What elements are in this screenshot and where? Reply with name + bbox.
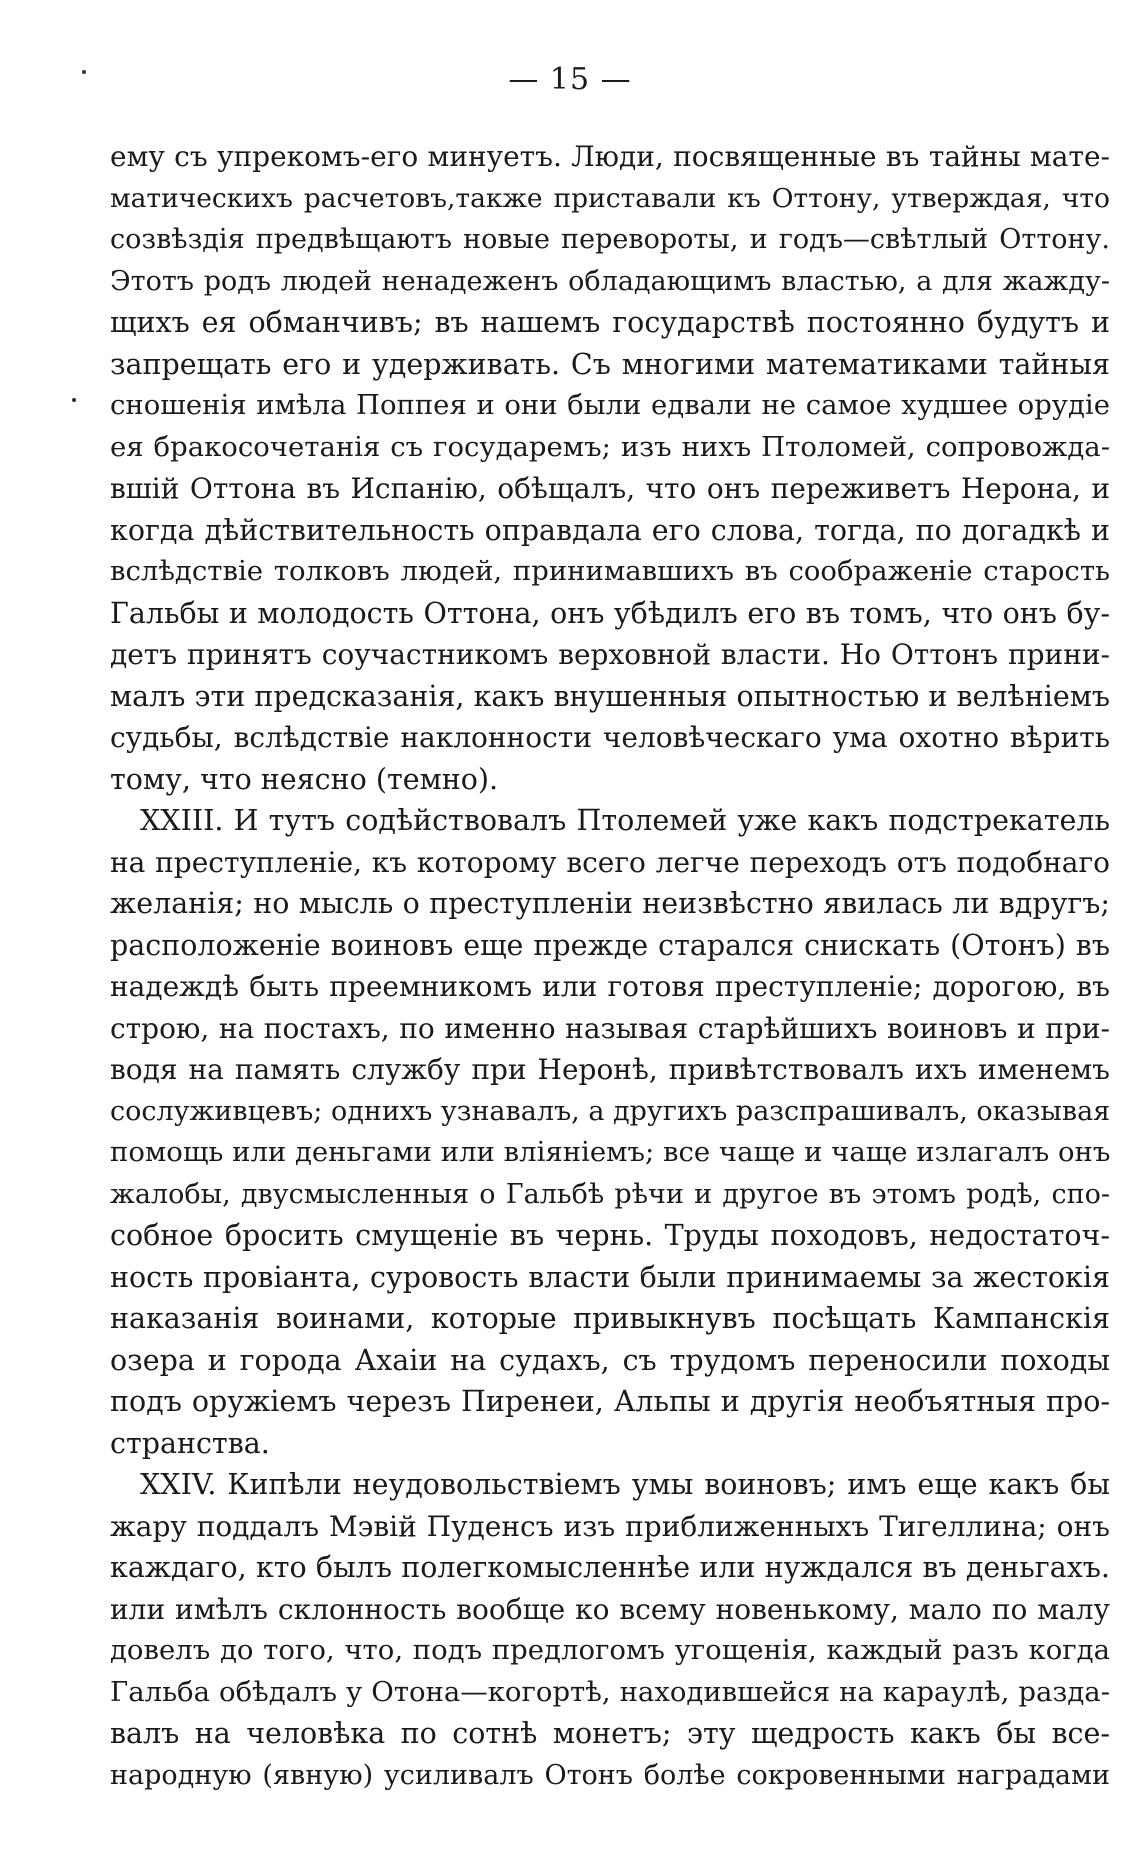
text-line: озера и города Ахаіи на судахъ, съ трудомъ переносили походы [110,1343,1110,1377]
text-line: вшій Оттона въ Испанію, обѣщалъ, что онъ переживетъ Нерона, и [110,472,1110,505]
text-line: строю, на постахъ, по именно называя старѣйшихъ воиновъ и при- [110,1011,1110,1045]
text-line: сослуживцевъ; однихъ узнавалъ, а другихъ разспрашивалъ, оказывая [110,1095,1110,1127]
text-line: запрещать его и удерживать. Съ многими математиками тайныя [110,347,1110,381]
text-line: вслѣдствіе толковъ людей, принимавшихъ въ соображеніе старость [110,555,1110,587]
text-line: жару поддалъ Мэвій Пуденсъ изъ приближенныхъ Тигеллина; онъ [110,1509,1110,1543]
print-speck [72,398,76,402]
text-line: или имѣлъ склонность вообще ко всему новенькому, мало по малу [110,1592,1110,1626]
page-number: — 15 — [508,62,632,97]
text-line: матическихъ расчетовъ,также приставали къ Оттону, утверждая, что [110,182,1110,214]
text-line: странства. [110,1426,270,1460]
text-line: судьбы, вслѣдствіе наклонности человѣческаго ума охотно вѣрить [110,721,1110,754]
text-line: собное бросить смущеніе въ чернь. Труды походовъ, недостаточ- [110,1219,1110,1252]
text-line: ея бракосочетанія съ государемъ; изъ нихъ Птоломей, сопровожда- [110,430,1110,463]
text-line: созвѣздія предвѣщаютъ новые перевороты, и годъ—свѣтлый Оттону. [110,224,1110,255]
text-line: Этотъ родъ людей ненадеженъ обладающимъ властью, а для жажду- [110,265,1110,297]
body-text [110,136,1110,1796]
text-line: надеждѣ быть преемникомъ или готовя преступленіе; дорогою, въ [110,970,1110,1003]
text-line: каждаго, кто былъ полегкомысленнѣе или нуждался въ деньгахъ. [110,1551,1110,1584]
text-line: желанія; но мысль о преступленіи неизвѣстно явилась ли вдругъ; [110,887,1110,920]
text-line: на преступленіе, къ которому всего легче переходъ отъ подобнаго [110,845,1110,879]
text-line: валъ на человѣка по сотнѣ монетъ; эту щедрость какъ бы все- [110,1717,1110,1750]
text-line: подъ оружіемъ черезъ Пиренеи, Альпы и другія необъятныя про- [110,1385,1110,1418]
text-line: помощь или деньгами или вліяніемъ; все чаще и чаще излагалъ онъ [110,1136,1110,1168]
text-line: народную (явную) усиливалъ Отонъ болѣе сокровенными наградами [110,1759,1110,1791]
text-line: ему съ упрекомъ-его минуетъ. Люди, посвященные въ тайны мате- [110,140,1110,173]
text-line: Гальбы и молодость Оттона, онъ убѣдилъ его въ томъ, что онъ бу- [110,596,1110,630]
text-line: довелъ до того, что, подъ предлогомъ угощенія, каждый разъ когда [110,1634,1110,1666]
text-line: малъ эти предсказанія, какъ внушенныя опытностью и велѣніемъ [110,679,1110,713]
text-line: XXIII. И тутъ содѣйствовалъ Птолемей уже какъ подстрекатель [140,804,1110,837]
text-line: тому, что неясно (темно). [110,762,499,796]
text-line: детъ принятъ соучастникомъ верховной власти. Но Оттонъ прини- [110,638,1110,671]
print-speck [82,70,86,74]
text-line: щихъ ея обманчивъ; въ нашемъ государствѣ постоянно будутъ и [110,306,1110,339]
text-line: наказанія воинами, которые привыкнувъ посѣщать Кампанскія [110,1302,1110,1335]
text-line: ность провіанта, суровость власти были принимаемы за жестокія [110,1260,1110,1294]
text-line: когда дѣйствительность оправдала его слова, тогда, по догадкѣ и [110,513,1110,547]
text-line: сношенія имѣла Поппея и они были едвали не самое худшее орудіе [110,389,1110,421]
text-line: жалобы, двусмысленныя о Гальбѣ рѣчи и другое въ этомъ родѣ, спо- [110,1178,1110,1210]
text-line: водя на память службу при Неронѣ, привѣтствовалъ ихъ именемъ [110,1053,1110,1086]
text-line: расположеніе воиновъ еще прежде старался снискать (Отонъ) въ [110,928,1110,962]
text-line: XXIV. Кипѣли неудовольствіемъ умы воиновъ; имъ еще какъ бы [140,1468,1110,1501]
text-line: Гальба обѣдалъ у Отона—когортѣ, находившейся на караулѣ, разда- [110,1675,1110,1708]
